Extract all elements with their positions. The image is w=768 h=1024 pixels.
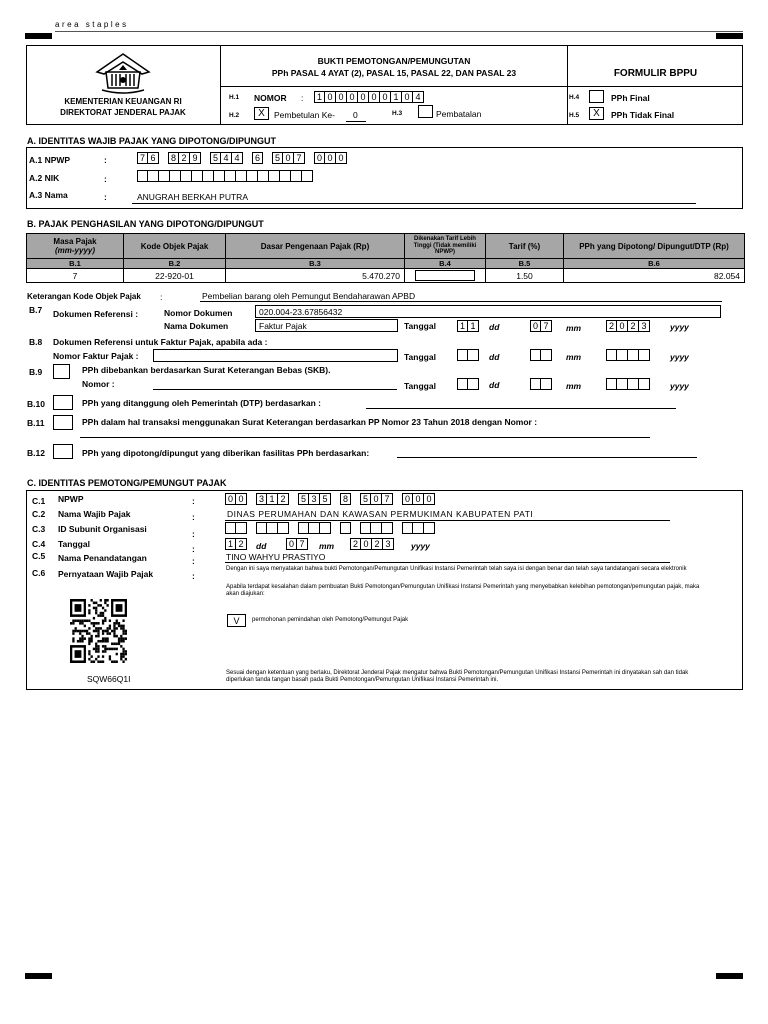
cell-tarif[interactable]: 1.50: [486, 269, 564, 283]
colon: :: [301, 93, 304, 103]
h1-code: H.1: [229, 94, 240, 101]
form-title-line1: BUKTI PEMOTONGAN/PEMUNGUTAN: [317, 56, 471, 66]
digit-cell[interactable]: 5: [272, 152, 283, 164]
digit-cell[interactable]: 7: [382, 493, 393, 505]
digit-cell[interactable]: [267, 522, 278, 534]
b8-label: Dokumen Referensi untuk Faktur Pajak, apabila ada :: [53, 337, 268, 347]
nama-dokumen-label: Nama Dokumen: [164, 321, 229, 331]
tanggal-label: Tanggal: [404, 321, 436, 331]
digit-cell[interactable]: [247, 170, 258, 182]
mm-label: mm: [566, 323, 582, 333]
a2-label: A.2 NIK: [29, 173, 60, 183]
digit-cell[interactable]: 3: [256, 493, 267, 505]
digit-cell[interactable]: [371, 522, 382, 534]
digit-cell[interactable]: 0: [286, 538, 297, 550]
tanggal-label: Tanggal: [404, 381, 436, 391]
footer-note: Sesuai dengan ketentuan yang berlaku, Direktorat Jenderal Pajak mengatur bahwa Bukti Pemotongan/Pemungutan Unifikasi Instansi Pemerintah ini dinyatakan sah dan tidak diperlukan tanda tangan basah pada Bukti Pemotongan/Pemungutan Unifikasi Instansi Pemerintah ini.: [226, 670, 689, 684]
digit-cell[interactable]: [278, 522, 289, 534]
colon: :: [192, 544, 195, 554]
qr-code-label: SQW66Q1I: [87, 674, 131, 684]
c2-code: C.2: [32, 509, 46, 519]
digit-cell[interactable]: 5: [360, 493, 371, 505]
b7-mm-field[interactable]: [530, 320, 552, 332]
b12-label: PPh yang dipotong/dipungut yang diberikan fasilitas PPh berdasarkan:: [82, 448, 370, 458]
digit-cell[interactable]: [628, 378, 639, 390]
yyyy-label: yyyy: [670, 322, 689, 332]
digit-cell[interactable]: 0: [380, 91, 391, 103]
digit-cell[interactable]: [256, 522, 267, 534]
digit-cell[interactable]: [320, 522, 331, 534]
digit-cell[interactable]: [181, 170, 192, 182]
digit-cell[interactable]: [258, 170, 269, 182]
section-c-title: C. IDENTITAS PEMOTONG/PEMUNGUT PAJAK: [27, 478, 227, 488]
pph-tidak-final-checkbox[interactable]: X: [589, 107, 604, 120]
cell-dpp[interactable]: 5.470.270: [226, 269, 405, 283]
colon: :: [104, 155, 107, 165]
dd-label: dd: [256, 541, 267, 551]
code-b3: B.3: [226, 259, 405, 269]
tarif-tinggi-box[interactable]: [415, 270, 475, 281]
digit-cell[interactable]: 4: [232, 152, 243, 164]
digit-cell[interactable]: 3: [309, 493, 320, 505]
digit-cell[interactable]: [170, 170, 181, 182]
pembatalan-label: Pembatalan: [436, 109, 482, 119]
keterangan-label: Keterangan Kode Objek Pajak: [27, 292, 141, 301]
digit-cell[interactable]: 0: [402, 91, 413, 103]
c-penandatangan-value[interactable]: TINO WAHYU PRASTIYO: [226, 552, 326, 562]
corner-mark: [25, 33, 52, 39]
col-tarif-tinggi: Dikenakan Tarif Lebih Tinggi (Tidak memiliki NPWP): [405, 234, 486, 259]
digit-cell[interactable]: [192, 170, 203, 182]
mm-label: mm: [566, 352, 582, 362]
pph-final-checkbox[interactable]: [589, 90, 604, 103]
digit-cell[interactable]: 0: [617, 320, 628, 332]
h4-code: H.4: [569, 94, 580, 101]
c-npwp-field[interactable]: [225, 493, 435, 505]
digit-cell[interactable]: [291, 170, 302, 182]
digit-cell[interactable]: 1: [457, 320, 468, 332]
form-name: FORMULIR BPPU: [613, 68, 698, 79]
digit-cell[interactable]: 6: [148, 152, 159, 164]
fasilitas-checkbox[interactable]: [53, 444, 73, 459]
keterangan-value[interactable]: Pembelian barang oleh Pemungut Bendaharawan APBD: [202, 291, 416, 301]
digit-cell[interactable]: [159, 170, 170, 182]
c-subunit-field[interactable]: [225, 522, 435, 534]
digit-cell[interactable]: 0: [371, 493, 382, 505]
digit-cell[interactable]: 3: [383, 538, 394, 550]
c-yyyy-field[interactable]: [350, 538, 394, 550]
cell-kode[interactable]: 22-920-01: [124, 269, 226, 283]
b10-field[interactable]: [366, 408, 676, 409]
digit-cell[interactable]: 0: [314, 152, 325, 164]
yyyy-label: yyyy: [411, 541, 430, 551]
colon: :: [192, 529, 195, 539]
col-kode-objek: Kode Objek Pajak: [124, 234, 226, 259]
digit-cell[interactable]: 8: [340, 493, 351, 505]
digit-cell[interactable]: 0: [347, 91, 358, 103]
skb-checkbox[interactable]: [53, 364, 70, 379]
b7-yyyy-field[interactable]: [606, 320, 650, 332]
nomor-faktur-field[interactable]: [153, 349, 398, 362]
colon: :: [192, 512, 195, 522]
col-pph: PPh yang Dipotong/ Dipungut/DTP (Rp): [564, 234, 745, 259]
tanggal-label: Tanggal: [404, 352, 436, 362]
digit-cell[interactable]: 2: [350, 538, 361, 550]
digit-cell[interactable]: 0: [325, 152, 336, 164]
c1-label: NPWP: [58, 494, 84, 504]
digit-cell[interactable]: [203, 170, 214, 182]
digit-cell[interactable]: [309, 522, 320, 534]
b7-dd-field[interactable]: [457, 320, 479, 332]
digit-cell[interactable]: [530, 378, 541, 390]
c5-code: C.5: [32, 551, 46, 561]
digit-cell[interactable]: 5: [210, 152, 221, 164]
nomor-faktur-label: Nomor Faktur Pajak :: [53, 351, 139, 361]
digit-cell[interactable]: 0: [283, 152, 294, 164]
cell-tarif-tinggi[interactable]: [405, 269, 486, 283]
c-nama-wp-value[interactable]: DINAS PERUMAHAN DAN KAWASAN PERMUKIMAN KABUPATEN PATI: [227, 509, 534, 519]
c3-label: ID Subunit Organisasi: [58, 524, 147, 534]
digit-cell[interactable]: 6: [252, 152, 263, 164]
digit-cell[interactable]: 1: [314, 91, 325, 103]
nama-dokumen-value: Faktur Pajak: [259, 321, 307, 331]
col-dpp: Dasar Pengenaan Pajak (Rp): [226, 234, 405, 259]
b10-label: PPh yang ditanggung oleh Pemerintah (DTP) berdasarkan :: [82, 398, 321, 408]
b9-dd-field[interactable]: [457, 378, 479, 390]
digit-cell[interactable]: 7: [297, 538, 308, 550]
b11-field[interactable]: [80, 437, 650, 438]
digit-cell[interactable]: [236, 522, 247, 534]
dd-label: dd: [489, 352, 500, 362]
digit-cell[interactable]: [617, 349, 628, 361]
digit-cell[interactable]: 0: [413, 493, 424, 505]
code-b6: B.6: [564, 259, 745, 269]
h5-code: H.5: [569, 112, 580, 119]
colon: :: [104, 174, 107, 184]
b9-nomor-label: Nomor :: [82, 379, 115, 389]
mm-label: mm: [566, 381, 582, 391]
digit-cell[interactable]: [269, 170, 280, 182]
code-b5: B.5: [486, 259, 564, 269]
h2-code: H.2: [229, 112, 240, 119]
digit-cell[interactable]: [541, 378, 552, 390]
digit-cell[interactable]: 9: [190, 152, 201, 164]
digit-cell[interactable]: [225, 170, 236, 182]
b9-mm-field[interactable]: [530, 378, 552, 390]
digit-cell[interactable]: [225, 522, 236, 534]
pph-tidak-final-label: PPh Tidak Final: [611, 110, 675, 120]
c4-label: Tanggal: [58, 539, 90, 549]
c-mm-field[interactable]: [286, 538, 308, 550]
digit-cell[interactable]: 3: [639, 320, 650, 332]
digit-cell[interactable]: 7: [541, 320, 552, 332]
digit-cell[interactable]: [606, 349, 617, 361]
digit-cell[interactable]: 4: [221, 152, 232, 164]
digit-cell[interactable]: 7: [294, 152, 305, 164]
permohonan-checkbox[interactable]: V: [227, 614, 246, 627]
digit-cell[interactable]: 0: [336, 91, 347, 103]
digit-cell[interactable]: [402, 522, 413, 534]
digit-cell[interactable]: 0: [325, 91, 336, 103]
digit-cell[interactable]: 7: [137, 152, 148, 164]
section-a-box: [26, 147, 743, 209]
kemenkeu-logo-icon: [94, 52, 152, 96]
b8-yyyy-field[interactable]: [606, 349, 650, 361]
qr-code-icon: [70, 599, 127, 663]
digit-cell[interactable]: [280, 170, 291, 182]
digit-cell[interactable]: 2: [628, 320, 639, 332]
digit-cell[interactable]: [541, 349, 552, 361]
digit-cell[interactable]: [298, 522, 309, 534]
c4-code: C.4: [32, 539, 46, 549]
b11-label: PPh dalam hal transaksi menggunakan Surat Keterangan berdasarkan PP Nomor 23 Tahun 2018 dengan Nomor :: [82, 417, 538, 427]
digit-cell[interactable]: 0: [530, 320, 541, 332]
b9-code: B.9: [29, 367, 43, 377]
digit-cell[interactable]: 0: [225, 493, 236, 505]
a-nama-value[interactable]: ANUGRAH BERKAH PUTRA: [137, 192, 248, 202]
digit-cell[interactable]: 1: [225, 538, 236, 550]
digit-cell[interactable]: 2: [372, 538, 383, 550]
a1-label: A.1 NPWP: [29, 155, 71, 165]
digit-cell[interactable]: 1: [391, 91, 402, 103]
b12-field[interactable]: [397, 457, 697, 458]
c-dd-field[interactable]: [225, 538, 247, 550]
pernyataan-2: Apabila terdapat kesalahan dalam pembuatan Bukti Pemotongan/Pemungutan Unifikasi Instansi Pemerintah yang menyebabkan kelebihan pemotongan/pemungutan pajak, maka akan diajukan:: [226, 584, 700, 598]
nomor-dokumen-value: 020.004-23.67856432: [259, 307, 343, 317]
permohonan-label: permohonan pemindahan oleh Pemotong/Pemungut Pajak: [252, 617, 409, 623]
pph-final-label: PPh Final: [611, 93, 650, 103]
b9-label: PPh dibebankan berdasarkan Surat Keterangan Bebas (SKB).: [82, 365, 331, 375]
pph-table: [26, 233, 745, 283]
digit-cell[interactable]: [468, 378, 479, 390]
digit-cell[interactable]: [360, 522, 371, 534]
colon: :: [192, 556, 195, 566]
c3-code: C.3: [32, 524, 46, 534]
colon: :: [104, 192, 107, 202]
digit-cell[interactable]: 0: [358, 91, 369, 103]
col-masa-pajak: Masa Pajak: [53, 237, 97, 246]
digit-cell[interactable]: 4: [413, 91, 424, 103]
dd-label: dd: [489, 322, 500, 332]
digit-cell[interactable]: [468, 349, 479, 361]
digit-cell[interactable]: 2: [179, 152, 190, 164]
digit-cell[interactable]: 0: [402, 493, 413, 505]
pembetulan-value[interactable]: 0: [353, 110, 358, 120]
a-npwp-field[interactable]: [137, 152, 347, 164]
b10-code: B.10: [27, 399, 45, 409]
digit-cell[interactable]: 0: [336, 152, 347, 164]
b9-yyyy-field[interactable]: [606, 378, 650, 390]
c6-label: Pernyataan Wajib Pajak: [58, 569, 154, 579]
nomor-field[interactable]: [314, 91, 424, 103]
c5-label: Nama Penandatangan: [58, 553, 147, 563]
code-b2: B.2: [124, 259, 226, 269]
yyyy-label: yyyy: [670, 352, 689, 362]
digit-cell[interactable]: [530, 349, 541, 361]
dokumen-referensi-label: Dokumen Referensi :: [53, 309, 139, 319]
digit-cell[interactable]: 0: [424, 493, 435, 505]
c6-code: C.6: [32, 568, 46, 578]
colon: :: [192, 496, 195, 506]
col-tarif: Tarif (%): [486, 234, 564, 259]
c2-label: Nama Wajib Pajak: [58, 509, 131, 519]
digit-cell[interactable]: 8: [168, 152, 179, 164]
pernyataan-1: Dengan ini saya menyatakan bahwa bukti Pemotongan/Pemungutan Unifikasi Instansi Pemerintah telah saya isi dengan benar dan telah saya tandatangani secara elektronik: [226, 566, 687, 572]
col-masa-sub: (mm-yyyy): [54, 246, 95, 255]
digit-cell[interactable]: [302, 170, 313, 182]
staples-label: area staples: [55, 20, 129, 29]
digit-cell[interactable]: 0: [361, 538, 372, 550]
b8-code: B.8: [29, 337, 43, 347]
digit-cell[interactable]: 0: [236, 493, 247, 505]
a-nik-field[interactable]: [137, 170, 313, 182]
digit-cell[interactable]: [606, 378, 617, 390]
digit-cell[interactable]: [214, 170, 225, 182]
form-title-line2: PPh PASAL 4 AYAT (2), PASAL 15, PASAL 22, DAN PASAL 23: [271, 68, 517, 78]
nama-dokumen-field[interactable]: [255, 319, 398, 332]
b8-mm-field[interactable]: [530, 349, 552, 361]
section-a-title: A. IDENTITAS WAJIB PAJAK YANG DIPOTONG/DIPUNGUT: [27, 136, 277, 146]
dtp-checkbox[interactable]: [53, 395, 73, 410]
digit-cell[interactable]: [148, 170, 159, 182]
digit-cell[interactable]: [617, 378, 628, 390]
nomor-dokumen-label: Nomor Dokumen: [164, 308, 233, 318]
b12-code: B.12: [27, 448, 45, 458]
digit-cell[interactable]: [639, 349, 650, 361]
corner-mark: [716, 33, 743, 39]
table-row: [27, 269, 745, 283]
yyyy-label: yyyy: [670, 381, 689, 391]
cell-pph[interactable]: 82.054: [564, 269, 745, 283]
pembetulan-label: Pembetulan Ke-: [274, 110, 335, 120]
mm-label: mm: [319, 541, 335, 551]
c1-code: C.1: [32, 496, 46, 506]
section-b-title: B. PAJAK PENGHASILAN YANG DIPOTONG/DIPUNGUT: [27, 219, 264, 229]
b7-code: B.7: [29, 305, 43, 315]
pembatalan-checkbox[interactable]: [418, 105, 433, 118]
dd-label: dd: [489, 380, 500, 390]
h3-code: H.3: [392, 110, 403, 117]
digit-cell[interactable]: [137, 170, 148, 182]
b11-code: B.11: [27, 418, 45, 428]
digit-cell[interactable]: 2: [236, 538, 247, 550]
corner-mark: [25, 973, 52, 979]
digit-cell[interactable]: 0: [369, 91, 380, 103]
pembetulan-checkbox[interactable]: X: [254, 107, 269, 120]
digit-cell[interactable]: 5: [298, 493, 309, 505]
nomor-dokumen-field[interactable]: [255, 305, 721, 318]
directorate-name: DIREKTORAT JENDERAL PAJAK: [60, 108, 186, 117]
digit-cell[interactable]: 2: [278, 493, 289, 505]
nomor-label: NOMOR: [254, 93, 287, 103]
digit-cell[interactable]: 5: [320, 493, 331, 505]
cell-masa[interactable]: 7: [27, 269, 124, 283]
digit-cell[interactable]: [340, 522, 351, 534]
colon: :: [192, 571, 195, 581]
digit-cell[interactable]: [457, 349, 468, 361]
digit-cell[interactable]: [628, 349, 639, 361]
code-b1: B.1: [27, 259, 124, 269]
digit-cell[interactable]: [424, 522, 435, 534]
digit-cell[interactable]: 1: [267, 493, 278, 505]
pp23-checkbox[interactable]: [53, 415, 73, 430]
digit-cell[interactable]: [382, 522, 393, 534]
digit-cell[interactable]: 2: [606, 320, 617, 332]
colon: :: [160, 292, 163, 302]
staples-line: [55, 31, 743, 32]
digit-cell[interactable]: [236, 170, 247, 182]
b9-nomor-field[interactable]: [153, 389, 397, 390]
digit-cell[interactable]: [457, 378, 468, 390]
ministry-name: KEMENTERIAN KEUANGAN RI: [64, 97, 182, 106]
digit-cell[interactable]: [639, 378, 650, 390]
digit-cell[interactable]: 1: [468, 320, 479, 332]
a3-label: A.3 Nama: [29, 190, 68, 200]
b8-dd-field[interactable]: [457, 349, 479, 361]
code-b4: B.4: [405, 259, 486, 269]
digit-cell[interactable]: [413, 522, 424, 534]
corner-mark: [716, 973, 743, 979]
